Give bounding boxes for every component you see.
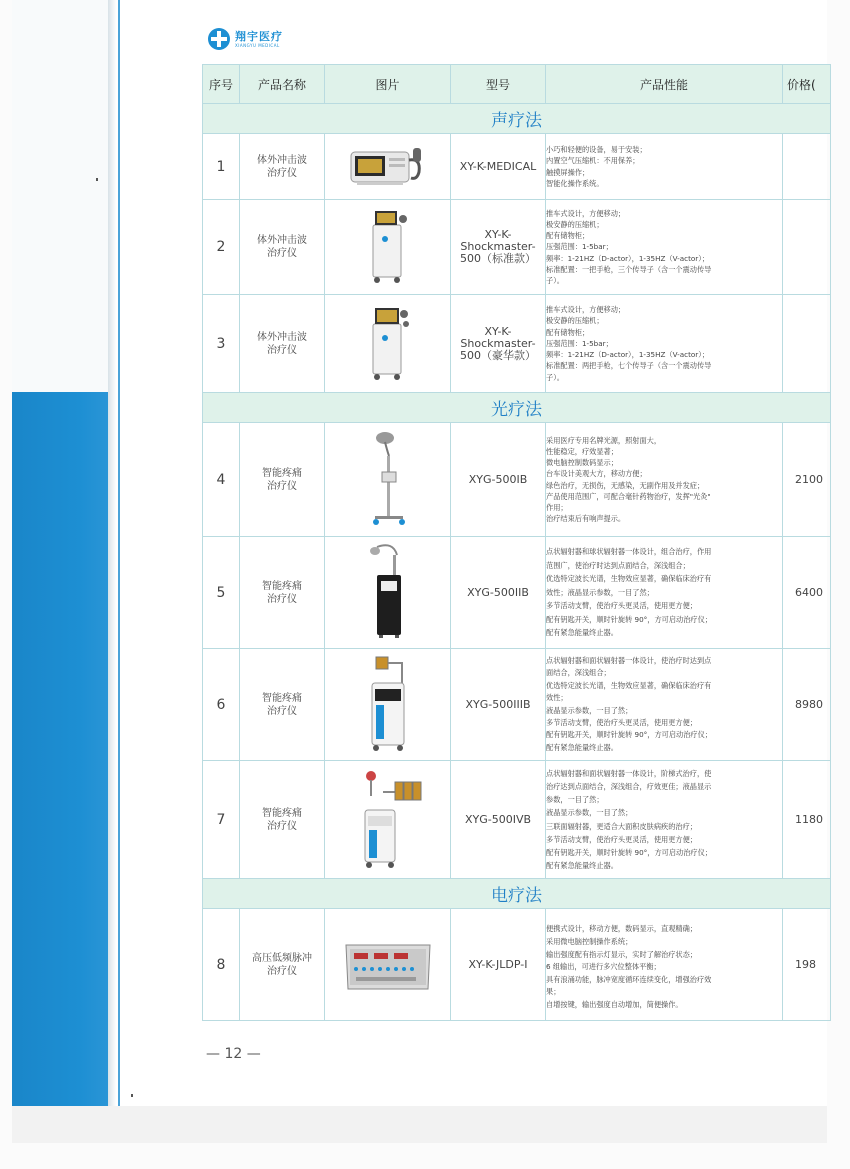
model-line: XY-K-JLDP-I bbox=[468, 957, 528, 971]
table-row bbox=[203, 761, 831, 879]
model-line: XYG-500IVB bbox=[464, 812, 532, 826]
feature-line: 推车式设计，方便移动； bbox=[546, 208, 626, 218]
medical-cross-icon bbox=[208, 28, 230, 50]
brand-logo bbox=[208, 26, 283, 52]
feature-line: 点状辐射器和面状辐射器一体设计，阶梯式治疗，使 bbox=[546, 768, 712, 778]
table-row bbox=[203, 909, 831, 1021]
model-line: 500（标准款） bbox=[460, 252, 536, 265]
product-name bbox=[240, 909, 325, 1021]
feature-line: 配有钥匙开关，顺时针旋转 90°，方可启动治疗仪； bbox=[546, 614, 712, 624]
product-name-line: 高压低频脉冲 bbox=[252, 952, 312, 964]
feature-line: 极安静的压缩机； bbox=[546, 316, 604, 326]
product-name-line: 智能疼痛 bbox=[262, 807, 302, 819]
feature-line: 子）。 bbox=[546, 372, 564, 382]
feature-line: 三联面辐射器，更适合大面积皮肤病疾的治疗； bbox=[546, 821, 697, 831]
feature-line: 果； bbox=[546, 987, 561, 997]
section-title: 光疗法 bbox=[203, 393, 831, 423]
bottom-scan-edge bbox=[12, 1106, 827, 1143]
product-name bbox=[240, 200, 325, 295]
header-index: 序号 bbox=[203, 65, 240, 104]
shockwave-cart-image bbox=[363, 302, 413, 382]
product-name bbox=[240, 761, 325, 879]
product-model bbox=[451, 909, 546, 1021]
feature-line: 压强范围：1-5bar； bbox=[546, 338, 613, 348]
product-name bbox=[240, 423, 325, 537]
section-row-sound-therapy bbox=[203, 104, 831, 134]
feature-line: 配有钥匙开关，顺时针旋转 90°，方可启动治疗仪； bbox=[546, 847, 712, 857]
feature-line: 触摸屏操作； bbox=[546, 167, 590, 177]
feature-line: 智能化操作系统。 bbox=[546, 178, 604, 188]
feature-line: 配有紧急能量终止器。 bbox=[546, 628, 618, 638]
scan-speck bbox=[131, 1094, 133, 1097]
feature-line: 液晶显示参数，一目了然； bbox=[546, 705, 633, 715]
pulse-therapy-unit-image bbox=[340, 931, 436, 995]
feature-line: 极安静的压缩机； bbox=[546, 219, 604, 229]
feature-line: 6 组输出，可进行多穴位整体平衡； bbox=[546, 962, 661, 972]
table-header-row bbox=[203, 65, 831, 104]
row-index: 6 bbox=[203, 649, 240, 761]
product-model bbox=[451, 200, 546, 295]
row-index: 2 bbox=[203, 200, 240, 295]
feature-line: 配有钥匙开关，顺时针旋转 90°，方可启动治疗仪； bbox=[546, 730, 712, 740]
product-name-line: 治疗仪 bbox=[267, 480, 297, 492]
product-features bbox=[546, 295, 783, 393]
product-name-line: 体外冲击波 bbox=[257, 235, 307, 246]
product-model bbox=[451, 295, 546, 393]
feature-line: 推车式设计，方便移动； bbox=[546, 305, 626, 315]
product-catalog-table bbox=[202, 64, 831, 1021]
row-index: 5 bbox=[203, 537, 240, 649]
product-features bbox=[546, 649, 783, 761]
product-name-line: 智能疼痛 bbox=[262, 692, 302, 704]
header-price: 价格( bbox=[783, 65, 831, 104]
section-row-light-therapy bbox=[203, 393, 831, 423]
feature-line: 绿色治疗，无损伤，无感染，无副作用及并发症； bbox=[546, 480, 705, 490]
model-line: Shockmaster- bbox=[460, 336, 536, 350]
feature-line: 液晶显示参数，一目了然； bbox=[546, 808, 633, 818]
header-product-name: 产品名称 bbox=[240, 65, 325, 104]
product-name-line: 智能疼痛 bbox=[262, 580, 302, 592]
model-line: XYG-500IIIB bbox=[465, 697, 531, 711]
price-value: 1180 bbox=[795, 813, 823, 826]
product-name-line: 体外冲击波 bbox=[257, 331, 307, 343]
product-name-line: 治疗仪 bbox=[267, 593, 297, 605]
product-name-line: 治疗仪 bbox=[267, 705, 297, 717]
price-value: 6400 bbox=[795, 586, 823, 599]
feature-line: 频率：1-21HZ（D-actor），1-35HZ（V-actor）； bbox=[546, 253, 710, 263]
row-index: 8 bbox=[203, 909, 240, 1021]
feature-line: 范围广，使治疗时达到点面结合，深浅组合； bbox=[546, 560, 690, 570]
feature-line: 治疗结束后有响声提示。 bbox=[546, 514, 626, 524]
page-number: — 12 — bbox=[206, 1046, 261, 1062]
product-price bbox=[783, 649, 831, 761]
feature-line: 小巧和轻便的设备，易于安装； bbox=[546, 145, 647, 155]
product-name-line: 治疗仪 bbox=[267, 167, 297, 179]
triple-panel-therapy-image bbox=[353, 766, 423, 870]
feature-line: 自增按键，输出强度自动增加，简便操作。 bbox=[546, 999, 683, 1009]
product-price bbox=[783, 761, 831, 879]
feature-line: 面结合，深浅组合； bbox=[546, 668, 611, 678]
table-row bbox=[203, 295, 831, 393]
feature-line: 性能稳定，疗效显著； bbox=[546, 446, 618, 456]
feature-line: 标准配置：两把手枪，七个传导子（含一个震动传导 bbox=[546, 361, 712, 371]
product-name-line: 智能疼痛 bbox=[262, 467, 302, 479]
model-line: XYG-500IB bbox=[468, 472, 528, 486]
table-row bbox=[203, 649, 831, 761]
page-binding-line bbox=[118, 0, 120, 1108]
model-line: Shockmaster- bbox=[460, 240, 536, 253]
feature-line: 效性； bbox=[546, 693, 568, 703]
feature-line: 配有储物柜； bbox=[546, 231, 590, 241]
feature-line: 作用； bbox=[546, 502, 568, 512]
feature-line: 台车设计美观大方，移动方便； bbox=[546, 469, 647, 479]
lamp-stand-image bbox=[363, 428, 413, 528]
feature-line: 多节活动支臂，使治疗头更灵活，使用更方便； bbox=[546, 601, 697, 611]
scan-speck bbox=[96, 178, 98, 181]
feature-line: 频率：1-21HZ（D-actor），1-35HZ（V-actor）； bbox=[546, 350, 710, 360]
feature-line: 输出强度配有指示灯显示，实时了解治疗状态； bbox=[546, 949, 697, 959]
product-features bbox=[546, 134, 783, 200]
product-model bbox=[451, 537, 546, 649]
section-row-electro-therapy bbox=[203, 879, 831, 909]
product-name bbox=[240, 134, 325, 200]
model-line: XY-K- bbox=[484, 324, 512, 338]
left-margin-strip-top bbox=[12, 0, 108, 392]
product-name-line: 体外冲击波 bbox=[257, 154, 307, 166]
feature-line: 标准配置：一把手枪，三个传导子（含一个震动传导 bbox=[546, 264, 712, 274]
product-price bbox=[783, 200, 831, 295]
pain-therapy-cabinet-image bbox=[358, 653, 418, 753]
feature-line: 多节活动支臂，使治疗头更灵活，使用更方便； bbox=[546, 717, 697, 727]
product-price bbox=[783, 909, 831, 1021]
feature-line: 采用医疗专用名牌光源，照射面大， bbox=[546, 435, 662, 445]
product-price bbox=[783, 537, 831, 649]
product-picture bbox=[325, 909, 451, 1021]
product-features bbox=[546, 200, 783, 295]
feature-line: 优选特定波长光谱，生物效应显著，确保临床治疗有 bbox=[546, 574, 712, 584]
shockwave-device-image bbox=[347, 140, 429, 190]
product-price bbox=[783, 295, 831, 393]
feature-line: 子）。 bbox=[546, 276, 564, 285]
product-price bbox=[783, 423, 831, 537]
product-name-line: 治疗仪 bbox=[267, 820, 297, 832]
product-features bbox=[546, 537, 783, 649]
product-model bbox=[451, 134, 546, 200]
row-index: 4 bbox=[203, 423, 240, 537]
product-name bbox=[240, 295, 325, 393]
price-value: 8980 bbox=[795, 698, 823, 711]
model-line: XY-K- bbox=[484, 228, 512, 241]
header-performance: 产品性能 bbox=[546, 65, 783, 104]
feature-line: 点状辐射器和球状辐射器一体设计，组合治疗，作用 bbox=[546, 547, 712, 557]
pain-therapy-tower-image bbox=[363, 541, 413, 641]
model-line: XYG-500IIB bbox=[467, 585, 529, 599]
feature-line: 效性；液晶显示参数，一目了然； bbox=[546, 587, 654, 597]
feature-line: 便携式设计，移动方便，数码显示，直观精确； bbox=[546, 924, 697, 934]
model-line: XY-K-MEDICAL bbox=[459, 159, 537, 173]
row-index: 3 bbox=[203, 295, 240, 393]
product-picture bbox=[325, 761, 451, 879]
table-row bbox=[203, 423, 831, 537]
feature-line: 压强范围：1-5bar； bbox=[546, 242, 613, 252]
product-picture bbox=[325, 200, 451, 295]
feature-line: 参数，一目了然； bbox=[546, 795, 604, 805]
product-picture bbox=[325, 295, 451, 393]
product-model bbox=[451, 649, 546, 761]
feature-line: 配有储物柜； bbox=[546, 327, 590, 337]
feature-line: 优选特定波长光谱，生物效应显著，确保临床治疗有 bbox=[546, 680, 712, 690]
product-name bbox=[240, 537, 325, 649]
product-model bbox=[451, 423, 546, 537]
price-value: 198 bbox=[795, 958, 816, 971]
section-title: 电疗法 bbox=[203, 879, 831, 909]
feature-line: 内置空气压缩机：不用保养； bbox=[546, 156, 640, 166]
price-value: 2100 bbox=[795, 473, 823, 486]
brand-name-cn: 翔宇医疗 bbox=[235, 29, 283, 43]
row-index: 7 bbox=[203, 761, 240, 879]
feature-line: 微电脑控制数码显示； bbox=[546, 458, 618, 468]
brand-name-en: XIANGYU MEDICAL bbox=[235, 42, 280, 48]
left-blue-band bbox=[12, 392, 108, 1108]
feature-line: 配有紧急能量终止器。 bbox=[546, 861, 618, 871]
product-price bbox=[783, 134, 831, 200]
product-picture bbox=[325, 649, 451, 761]
product-name-line: 治疗仪 bbox=[267, 344, 297, 356]
feature-line: 产品使用范围广，可配合毫针药物治疗，发挥"光灸" bbox=[546, 491, 711, 501]
table-row bbox=[203, 200, 831, 295]
section-title: 声疗法 bbox=[203, 104, 831, 134]
product-features bbox=[546, 909, 783, 1021]
product-name bbox=[240, 649, 325, 761]
product-features bbox=[546, 423, 783, 537]
feature-line: 点状辐射器和面状辐射器一体设计，使治疗时达到点 bbox=[546, 655, 712, 665]
feature-line: 采用微电脑控制操作系统； bbox=[546, 937, 633, 947]
model-line: 500（豪华款） bbox=[460, 348, 536, 362]
feature-line: 治疗达到点面结合，深浅组合，疗效更佳；液晶显示 bbox=[546, 781, 712, 791]
product-picture bbox=[325, 134, 451, 200]
product-model bbox=[451, 761, 546, 879]
row-index: 1 bbox=[203, 134, 240, 200]
header-model: 型号 bbox=[451, 65, 546, 104]
header-picture: 图片 bbox=[325, 65, 451, 104]
feature-line: 配有紧急能量终止器。 bbox=[546, 742, 618, 752]
product-picture bbox=[325, 423, 451, 537]
product-picture bbox=[325, 537, 451, 649]
product-name-line: 治疗仪 bbox=[267, 248, 297, 259]
feature-line: 多节活动支臂，使治疗头更灵活，使用更方便； bbox=[546, 834, 697, 844]
table-row bbox=[203, 537, 831, 649]
product-features bbox=[546, 761, 783, 879]
shockwave-cart-image bbox=[363, 205, 413, 285]
product-name-line: 治疗仪 bbox=[267, 965, 297, 977]
feature-line: 具有浪涌功能，脉冲宽度循环连续变化，增强治疗效 bbox=[546, 974, 712, 984]
table-row bbox=[203, 134, 831, 200]
